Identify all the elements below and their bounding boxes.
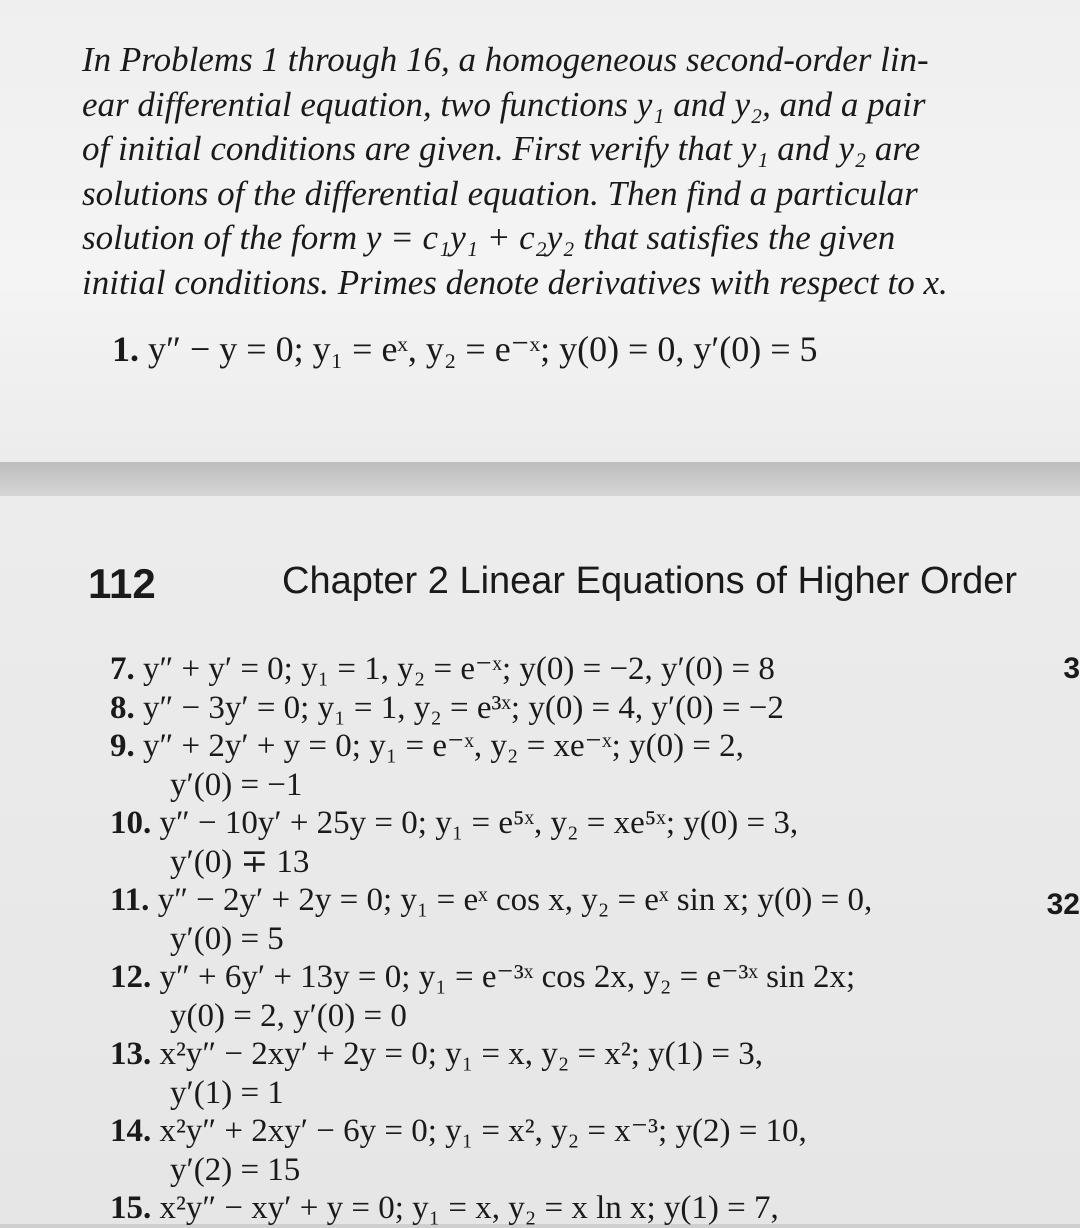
intro-line: In Problems 1 through 16, a homogeneous second-order lin-	[82, 40, 929, 79]
problem-text: y″ + 6y′ + 13y = 0; y₁ = e⁻³ˣ cos 2x, y₂ = e⁻³ˣ sin 2x;	[159, 959, 856, 995]
problem-number: 8.	[110, 689, 135, 726]
problem-line	[110, 958, 1010, 997]
problem-continuation: y′(2) = 15	[170, 1151, 301, 1188]
problem-14	[110, 1112, 1010, 1189]
intro-line: solution of the form y = c₁y₁ + c₂y₂ that satisfies the given	[82, 218, 896, 257]
problem-text: y″ + 2y′ + y = 0; y₁ = e⁻ˣ, y₂ = xe⁻ˣ; y(0) = 2,	[143, 728, 744, 764]
margin-mark: 32	[1046, 888, 1080, 921]
problem-1	[112, 328, 818, 370]
page-gap	[0, 462, 1080, 496]
intro-line: ear differential equation, two functions y₁ and y₂, and a pair	[82, 84, 926, 124]
page-number: 112	[88, 560, 156, 607]
problem-text: y″ − 3y′ = 0; y₁ = 1, y₂ = e³ˣ; y(0) = 4, y′(0) = −2	[143, 689, 784, 726]
problem-line	[110, 1035, 1010, 1074]
margin-mark: 3	[1063, 652, 1080, 685]
problem-line	[110, 1112, 1010, 1151]
problem-text: y″ + y′ = 0; y₁ = 1, y₂ = e⁻ˣ; y(0) = −2, y′(0) = 8	[143, 651, 775, 687]
problem-text: y″ − y = 0; y₁ = eˣ, y₂ = e⁻ˣ; y(0) = 0, y′(0) = 5	[148, 329, 818, 369]
problem-list	[110, 650, 1010, 1228]
problem-text: x²y″ − xy′ + y = 0; y₁ = x, y₂ = x ln x; y(1) = 7,	[159, 1190, 779, 1226]
problem-line	[110, 1189, 1010, 1228]
intro-line: of initial conditions are given. First verify that y₁ and y₂ are	[82, 129, 921, 168]
intro-line: solutions of the differential equation. Then find a particular	[82, 173, 918, 213]
problem-13	[110, 1035, 1010, 1112]
problem-text: y″ − 10y′ + 25y = 0; y₁ = e⁵ˣ, y₂ = xe⁵ˣ; y(0) = 3,	[159, 805, 799, 841]
problem-line	[110, 804, 1010, 843]
problem-12	[110, 958, 1010, 1035]
problem-9	[110, 727, 1010, 804]
top-page	[0, 0, 1080, 462]
problem-11	[110, 881, 1010, 958]
problem-line	[110, 650, 1010, 689]
problem-10	[110, 804, 1010, 881]
problem-continuation: y(0) = 2, y′(0) = 0	[170, 997, 407, 1034]
problem-text: y″ − 2y′ + 2y = 0; y₁ = eˣ cos x, y₂ = eˣ sin x; y(0) = 0,	[157, 882, 873, 918]
problem-continuation: y′(1) = 1	[170, 1074, 284, 1111]
problem-continuation: y′(0) = 5	[170, 920, 284, 957]
problem-continuation: y′(0) = −1	[170, 766, 303, 803]
problem-line	[110, 881, 1010, 920]
intro-line: initial conditions. Primes denote derivatives with respect to x.	[82, 262, 948, 302]
chapter-title: Chapter 2 Linear Equations of Higher Order	[282, 560, 1018, 602]
problem-number: 14.	[110, 1113, 152, 1149]
problem-number: 1.	[112, 329, 139, 369]
problem-number: 13.	[110, 1036, 152, 1072]
intro-paragraph	[82, 38, 1022, 305]
problem-7	[110, 650, 1010, 689]
problem-text: x²y″ + 2xy′ − 6y = 0; y₁ = x², y₂ = x⁻³; y(2) = 10,	[159, 1113, 807, 1149]
problem-number: 7.	[110, 651, 135, 687]
problem-number: 15.	[110, 1190, 152, 1226]
problem-number: 12.	[110, 959, 152, 995]
problem-continuation: y′(0) ∓ 13	[170, 843, 310, 880]
problem-number: 10.	[110, 805, 152, 841]
problem-line	[110, 689, 1010, 728]
problem-number: 11.	[110, 882, 150, 918]
problem-15	[110, 1189, 1010, 1228]
problem-line	[110, 727, 1010, 766]
problem-8	[110, 689, 1010, 728]
problem-number: 9.	[110, 728, 135, 764]
problem-text: x²y″ − 2xy′ + 2y = 0; y₁ = x, y₂ = x²; y(1) = 3,	[159, 1036, 763, 1072]
